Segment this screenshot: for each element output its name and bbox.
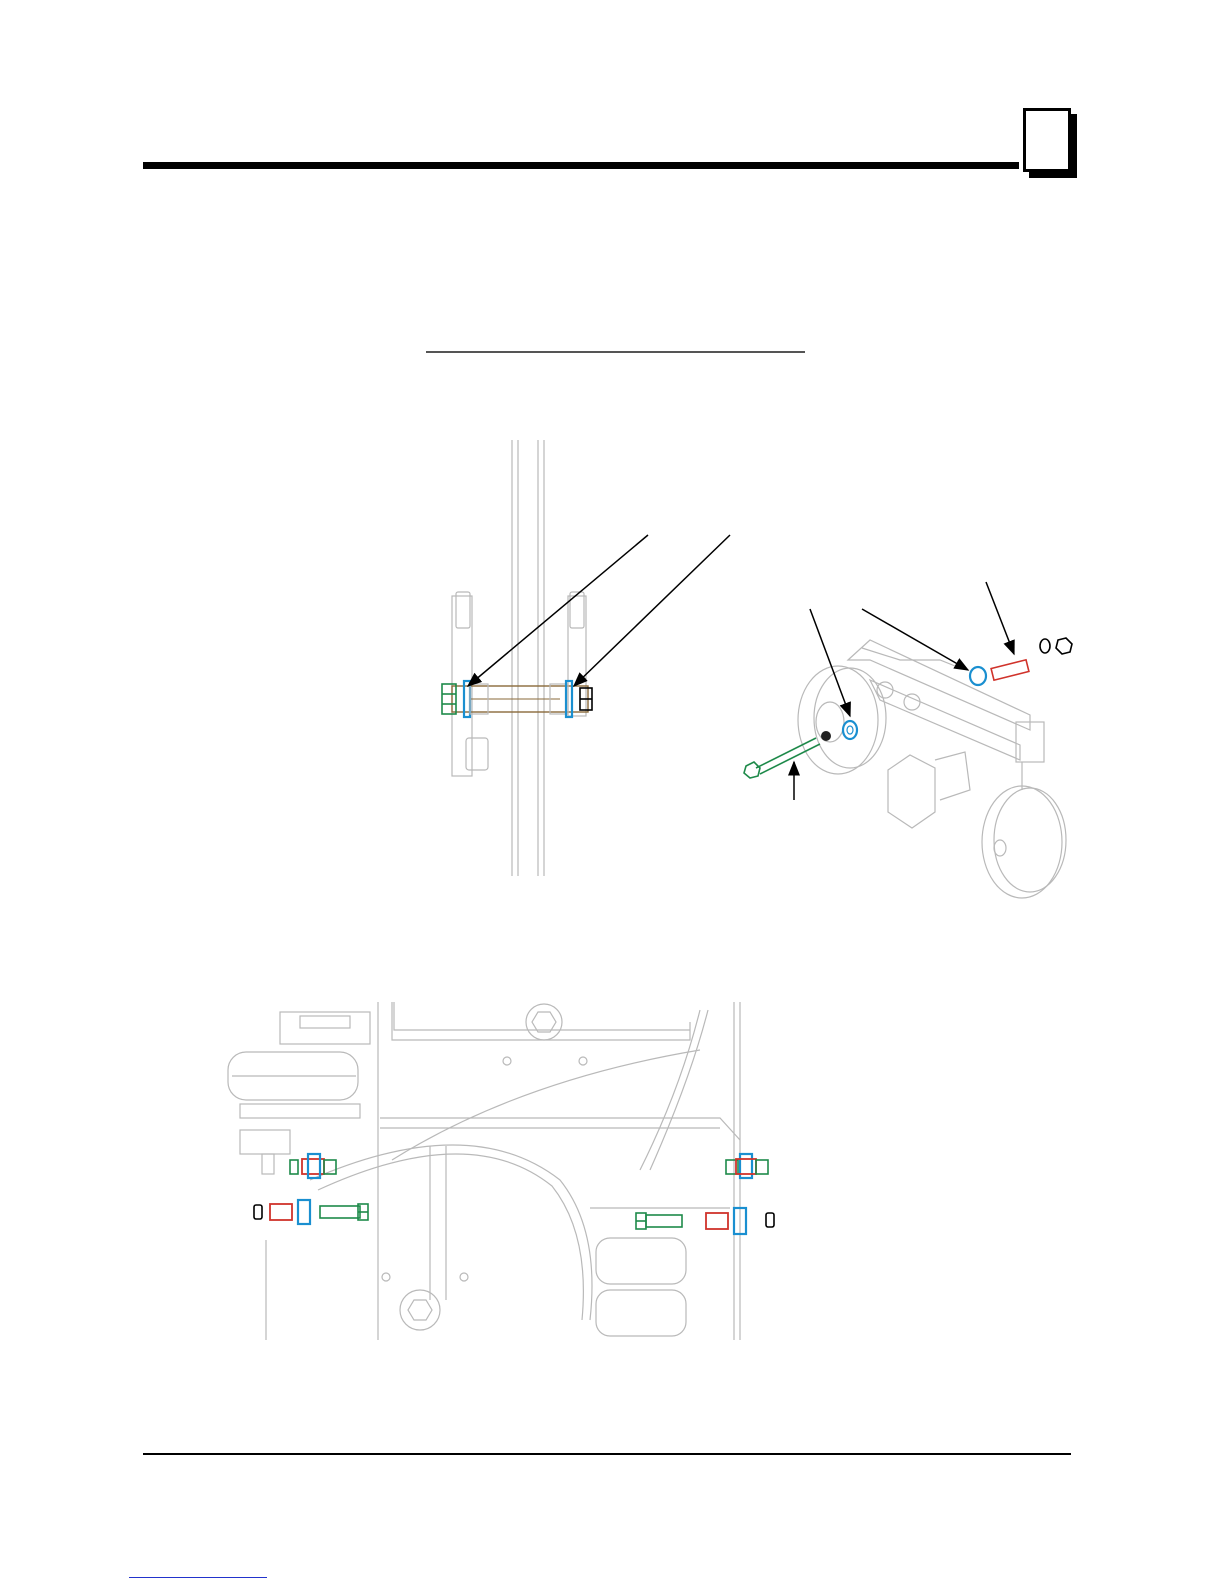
figure-2-chassis — [228, 1002, 740, 1340]
figure-2-left-parts-exploded — [254, 1200, 368, 1224]
figure-1-rail-assembly — [442, 440, 730, 876]
figure-1-caster-exploded — [744, 582, 1072, 898]
figure-2-right-assembly-installed — [726, 1154, 768, 1178]
figure-2-right-parts-exploded — [636, 1208, 774, 1234]
figure-2-left-assembly-installed — [290, 1154, 336, 1178]
footer-link-underline[interactable] — [129, 1577, 267, 1578]
footer-rule — [143, 1453, 1071, 1455]
